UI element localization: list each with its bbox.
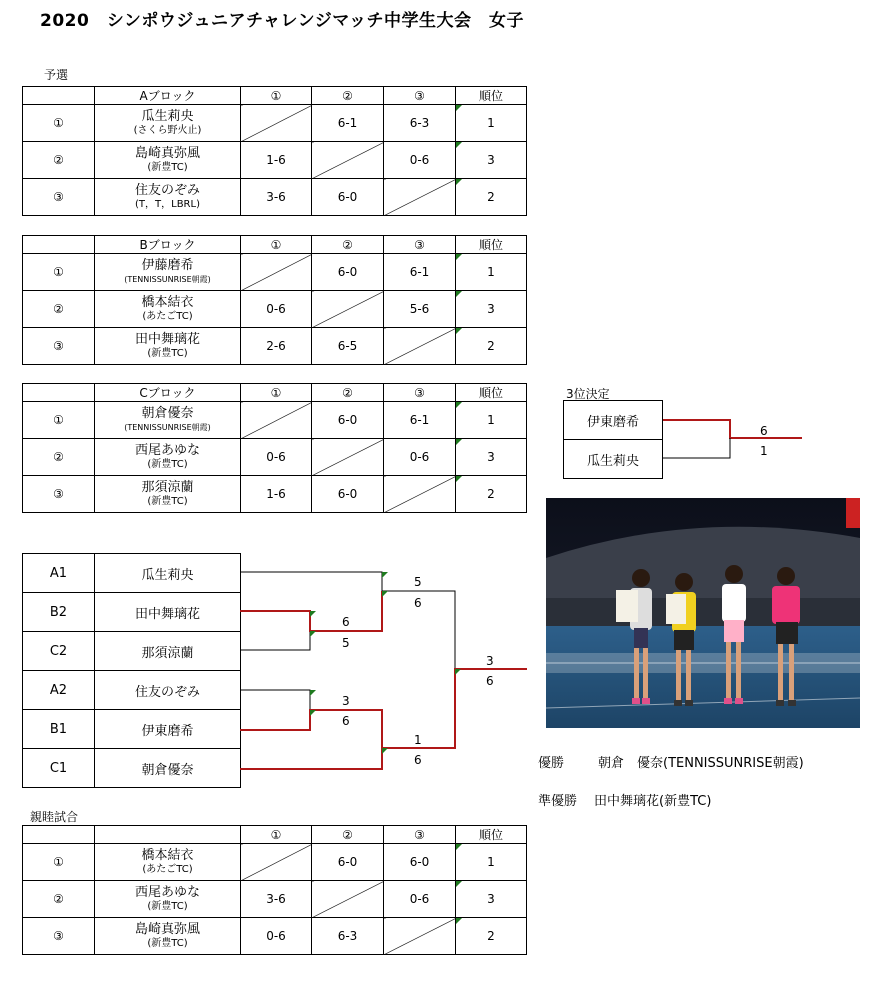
third-line-bottom (663, 438, 730, 458)
player-club: (新豊TC) (147, 162, 188, 173)
row-number: ① (23, 254, 95, 291)
player-club: (新豊TC) (147, 938, 188, 949)
score-cell: 3-6 (241, 179, 312, 216)
qf-top-score-w: 6 (342, 615, 350, 629)
row-number: ② (23, 291, 95, 328)
header-cell: ① (241, 826, 312, 844)
seed-label: A1 (23, 554, 95, 593)
rank-value: 1 (487, 265, 495, 279)
player-club: (新豊TC) (147, 348, 188, 359)
row-number: ② (23, 439, 95, 476)
header-cell: ① (241, 236, 312, 254)
row-number: ② (23, 142, 95, 179)
score-cell: 5-6 (384, 291, 456, 328)
player-club: (あたごTC) (142, 864, 193, 875)
player-name: 島崎真弥風 (134, 922, 200, 937)
final-score-a: 3 (486, 654, 494, 668)
bracket-line-a1 (240, 572, 382, 591)
player-name: 田中舞璃花 (134, 332, 200, 347)
header-cell: ③ (384, 826, 456, 844)
score-cell: 6-3 (384, 105, 456, 142)
header-cell: ③ (384, 87, 456, 105)
seed-label: B2 (23, 593, 95, 632)
entry-name: 伊東磨希 (95, 710, 241, 749)
header-cell: ② (312, 826, 384, 844)
score-cell: 6-1 (312, 105, 384, 142)
player-name: 伊藤磨希 (141, 258, 194, 273)
entry-name: 瓜生莉央 (95, 554, 241, 593)
score-cell: 0-6 (241, 439, 312, 476)
header-cell: Aブロック (95, 87, 241, 105)
third-player-1: 伊東磨希 (564, 401, 663, 440)
player-club: (新豊TC) (147, 901, 188, 912)
header-cell: ③ (384, 236, 456, 254)
exhibition-label: 親睦試合 (30, 810, 79, 824)
runnerup-name: 田中舞璃花(新豊TC) (594, 794, 712, 809)
qf-bot-score-b: 6 (342, 714, 350, 728)
qf-bot-score-a: 3 (342, 694, 350, 708)
header-cell: 順位 (456, 87, 527, 105)
bracket-line-a2 (240, 690, 310, 710)
rank-value: 2 (487, 929, 495, 943)
bracket-line-c2 (240, 631, 310, 650)
qf-top-score-l: 5 (342, 636, 350, 650)
player-club: (新豊TC) (147, 459, 188, 470)
header-cell: Cブロック (95, 384, 241, 402)
player-club: (さくら野火止) (133, 125, 202, 136)
score-cell: 3-6 (241, 881, 312, 918)
header-cell: 順位 (456, 826, 527, 844)
marker (382, 591, 388, 597)
entry-name: 田中舞璃花 (95, 593, 241, 632)
header-cell: Bブロック (95, 236, 241, 254)
third-place-label: 3位決定 (566, 387, 610, 401)
player-club: (T，T，LBRL) (135, 199, 200, 210)
row-number: ③ (23, 476, 95, 513)
rank-value: 3 (487, 302, 495, 316)
seed-label: A2 (23, 671, 95, 710)
header-cell: 順位 (456, 384, 527, 402)
header-cell: ② (312, 384, 384, 402)
sf-bot-score-b: 6 (414, 753, 422, 767)
marker (310, 611, 316, 617)
win-line-b1-path (240, 710, 382, 748)
win-line-third (663, 420, 802, 438)
rank-value: 3 (487, 450, 495, 464)
row-number: ① (23, 105, 95, 142)
award-photo (546, 498, 860, 728)
score-cell: 0-6 (241, 918, 312, 955)
row-number: ① (23, 844, 95, 881)
seed-label: B1 (23, 710, 95, 749)
player-club: (TENNISSUNRISE朝霞) (124, 423, 211, 432)
player-club: (新豊TC) (147, 496, 188, 507)
score-cell: 1-6 (241, 476, 312, 513)
seed-label: C2 (23, 632, 95, 671)
row-number: ③ (23, 179, 95, 216)
player-name: 瓜生莉央 (141, 109, 194, 124)
rank-value: 1 (487, 116, 495, 130)
score-cell: 6-0 (384, 844, 456, 881)
page-title: 2020 シンポウジュニアチャレンジマッチ中学生大会 女子 (40, 11, 525, 31)
score-cell: 0-6 (384, 881, 456, 918)
marker (310, 690, 316, 696)
row-number: ② (23, 881, 95, 918)
score-cell: 6-0 (312, 254, 384, 291)
row-number: ① (23, 402, 95, 439)
rank-value: 3 (487, 153, 495, 167)
rank-value: 1 (487, 413, 495, 427)
header-cell: ① (241, 384, 312, 402)
player-name: 那須涼蘭 (141, 480, 194, 495)
player-club: (あたごTC) (142, 311, 193, 322)
header-cell: ③ (384, 384, 456, 402)
score-cell: 6-5 (312, 328, 384, 365)
rank-value: 3 (487, 892, 495, 906)
score-cell: 0-6 (241, 291, 312, 328)
final-score-b: 6 (486, 674, 494, 688)
score-cell: 0-6 (384, 142, 456, 179)
player-name: 島崎真弥風 (134, 146, 200, 161)
third-score-b: 1 (760, 444, 768, 458)
winner-label: 優勝 (538, 756, 565, 771)
header-cell: 順位 (456, 236, 527, 254)
player-club: (TENNISSUNRISE朝霞) (124, 275, 211, 284)
score-cell: 6-0 (312, 402, 384, 439)
score-cell: 0-6 (384, 439, 456, 476)
player-name: 橋本結衣 (141, 295, 194, 310)
marker (382, 572, 388, 578)
rank-value: 2 (487, 190, 495, 204)
header-cell: ② (312, 87, 384, 105)
winner-name: 朝倉 優奈(TENNISSUNRISE朝霞) (598, 756, 804, 771)
header-cell: ② (312, 236, 384, 254)
score-cell: 6-0 (312, 179, 384, 216)
player-name: 住友のぞみ (134, 183, 200, 198)
third-place-table (563, 400, 663, 479)
player-name: 橋本結衣 (141, 848, 194, 863)
sf-top-score-a: 5 (414, 575, 422, 589)
row-number: ③ (23, 918, 95, 955)
entry-name: 那須涼蘭 (95, 632, 241, 671)
score-cell: 6-1 (384, 254, 456, 291)
rank-value: 1 (487, 855, 495, 869)
player-name: 朝倉優奈 (141, 406, 194, 421)
rank-value: 2 (487, 339, 495, 353)
score-cell: 6-3 (312, 918, 384, 955)
entry-name: 住友のぞみ (95, 671, 241, 710)
score-cell: 6-0 (312, 844, 384, 881)
third-score-a: 6 (760, 424, 768, 438)
preliminary-label: 予選 (44, 68, 69, 82)
sf-top-score-b: 6 (414, 596, 422, 610)
header-cell: ① (241, 87, 312, 105)
runnerup-label: 準優勝 (538, 794, 578, 809)
row-number: ③ (23, 328, 95, 365)
score-cell: 6-0 (312, 476, 384, 513)
player-name: 西尾あゆな (134, 443, 200, 458)
player-name: 西尾あゆな (134, 885, 200, 900)
score-cell: 6-1 (384, 402, 456, 439)
seed-label: C1 (23, 749, 95, 788)
win-line-c1 (240, 669, 527, 769)
rank-value: 2 (487, 487, 495, 501)
third-player-2: 瓜生莉央 (564, 440, 663, 479)
entry-name: 朝倉優奈 (95, 749, 241, 788)
sf-bot-score-a: 1 (414, 733, 422, 747)
score-cell: 1-6 (241, 142, 312, 179)
score-cell: 2-6 (241, 328, 312, 365)
